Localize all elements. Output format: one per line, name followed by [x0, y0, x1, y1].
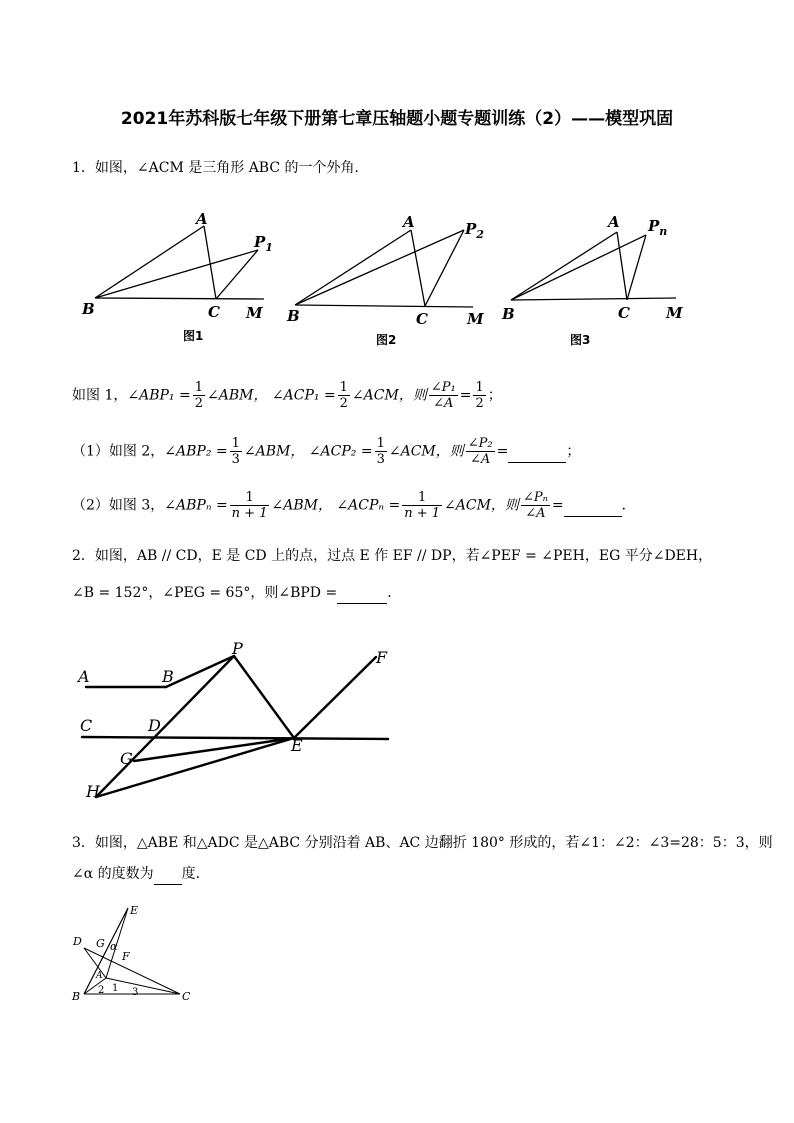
q3-answer-blank[interactable]: [154, 864, 182, 885]
q1-part-2: （2）如图 3，∠ABPₙ = $\frac{1}{n + 1}$ ∠ABM， ∠ACPₙ = $\frac{1}{n + 1}$ ∠ACM，则 $\frac{\text{∠Pₙ}}{\angle A}$ = ．: [72, 490, 636, 521]
q2-label-g: G: [120, 749, 133, 768]
q2-label-a: A: [78, 667, 90, 686]
q2-stem-line1: 2．如图，AB // CD，E 是 CD 上的点，过点 E 作 EF // DP，若∠PEF = ∠PEH，EG 平分∠DEH，: [72, 548, 713, 564]
q2-label-h: H: [86, 782, 100, 801]
q1-part1-answer-blank[interactable]: [508, 442, 566, 463]
q3-label-a: A: [96, 971, 103, 981]
fig3-label-m: M: [666, 304, 683, 322]
q3-stem-line2: ∠α 的度数为 度．: [72, 864, 210, 885]
q2-label-b: B: [162, 667, 174, 686]
page-title: 2021年苏科版七年级下册第七章压轴题小题专题训练（2）——模型巩固: [120, 109, 674, 129]
fig1-label-a: A: [196, 210, 208, 228]
fig1-label-c: C: [208, 303, 220, 321]
fig2-label-m: M: [467, 310, 484, 328]
q1-figure-1: [78, 200, 278, 350]
q2-label-f: F: [376, 648, 388, 667]
q2-label-d: D: [148, 716, 161, 735]
q1-given-line: 如图 1，∠ABP₁ = $\frac{1}{2}$ ∠ABM， ∠ACP₁ = $\frac{1}{2}$ ∠ACM，则 $\frac{\text{∠P₁}}{\angle A}$ = $\frac{1}{2}$ ；: [72, 380, 502, 411]
fig3-label-c: C: [618, 304, 630, 322]
fig3-label-a: A: [608, 213, 620, 231]
q2-label-e: E: [291, 736, 303, 755]
fig2-label-a: A: [403, 213, 415, 231]
q2-answer-blank[interactable]: [337, 583, 387, 604]
fig1-caption: 图1: [183, 329, 204, 343]
q1-part2-answer-blank[interactable]: [564, 496, 622, 517]
q3-label-c: C: [182, 990, 191, 1003]
q3-label-3: 3: [132, 987, 139, 998]
q2-figure: [72, 640, 402, 810]
fig2-label-p2: $P_2$: [465, 220, 484, 241]
q1-figure-2: [283, 205, 493, 335]
fig1-label-p1: $P_1$: [254, 233, 273, 254]
q3-label-f: F: [122, 950, 130, 963]
q1-figure-3: [498, 205, 698, 335]
q3-figure: [70, 898, 200, 1008]
q2-label-p: P: [232, 640, 243, 658]
fig3-label-b: B: [502, 305, 515, 323]
q3-label-2: 2: [98, 985, 105, 996]
fig1-label-b: B: [82, 300, 95, 318]
q3-label-1: 1: [112, 983, 119, 994]
q3-stem-line1: 3．如图，△ABE 和△ADC 是△ABC 分别沿着 AB、AC 边翻折 180° 形成的，若∠1：∠2：∠3=28：5：3，则: [72, 835, 773, 851]
fig2-label-c: C: [416, 310, 428, 328]
fig3-caption: 图3: [570, 333, 591, 347]
q3-label-d: D: [73, 935, 82, 948]
q3-label-b: B: [72, 990, 81, 1003]
q1-stem: 1．如图，∠ACM 是三角形 ABC 的一个外角．: [72, 160, 369, 176]
q3-label-e: E: [130, 904, 139, 917]
fig3-label-pn: $P_n$: [648, 217, 668, 238]
q2-label-c: C: [80, 716, 93, 735]
q1-part-1: （1）如图 2，∠ABP₂ = $\frac{1}{3}$ ∠ABM， ∠ACP₂ = $\frac{1}{3}$ ∠ACM，则 $\frac{\text{∠P₂}}{\angle A}$ = ；: [72, 436, 581, 467]
fig1-label-m: M: [246, 304, 263, 322]
q2-stem-line2: ∠B = 152°，∠PEG = 65°，则∠BPD = ．: [72, 583, 401, 604]
fig2-label-b: B: [287, 307, 300, 325]
fig2-caption: 图2: [376, 333, 397, 347]
q3-label-alpha: α: [110, 940, 118, 953]
q3-label-g: G: [96, 937, 105, 950]
